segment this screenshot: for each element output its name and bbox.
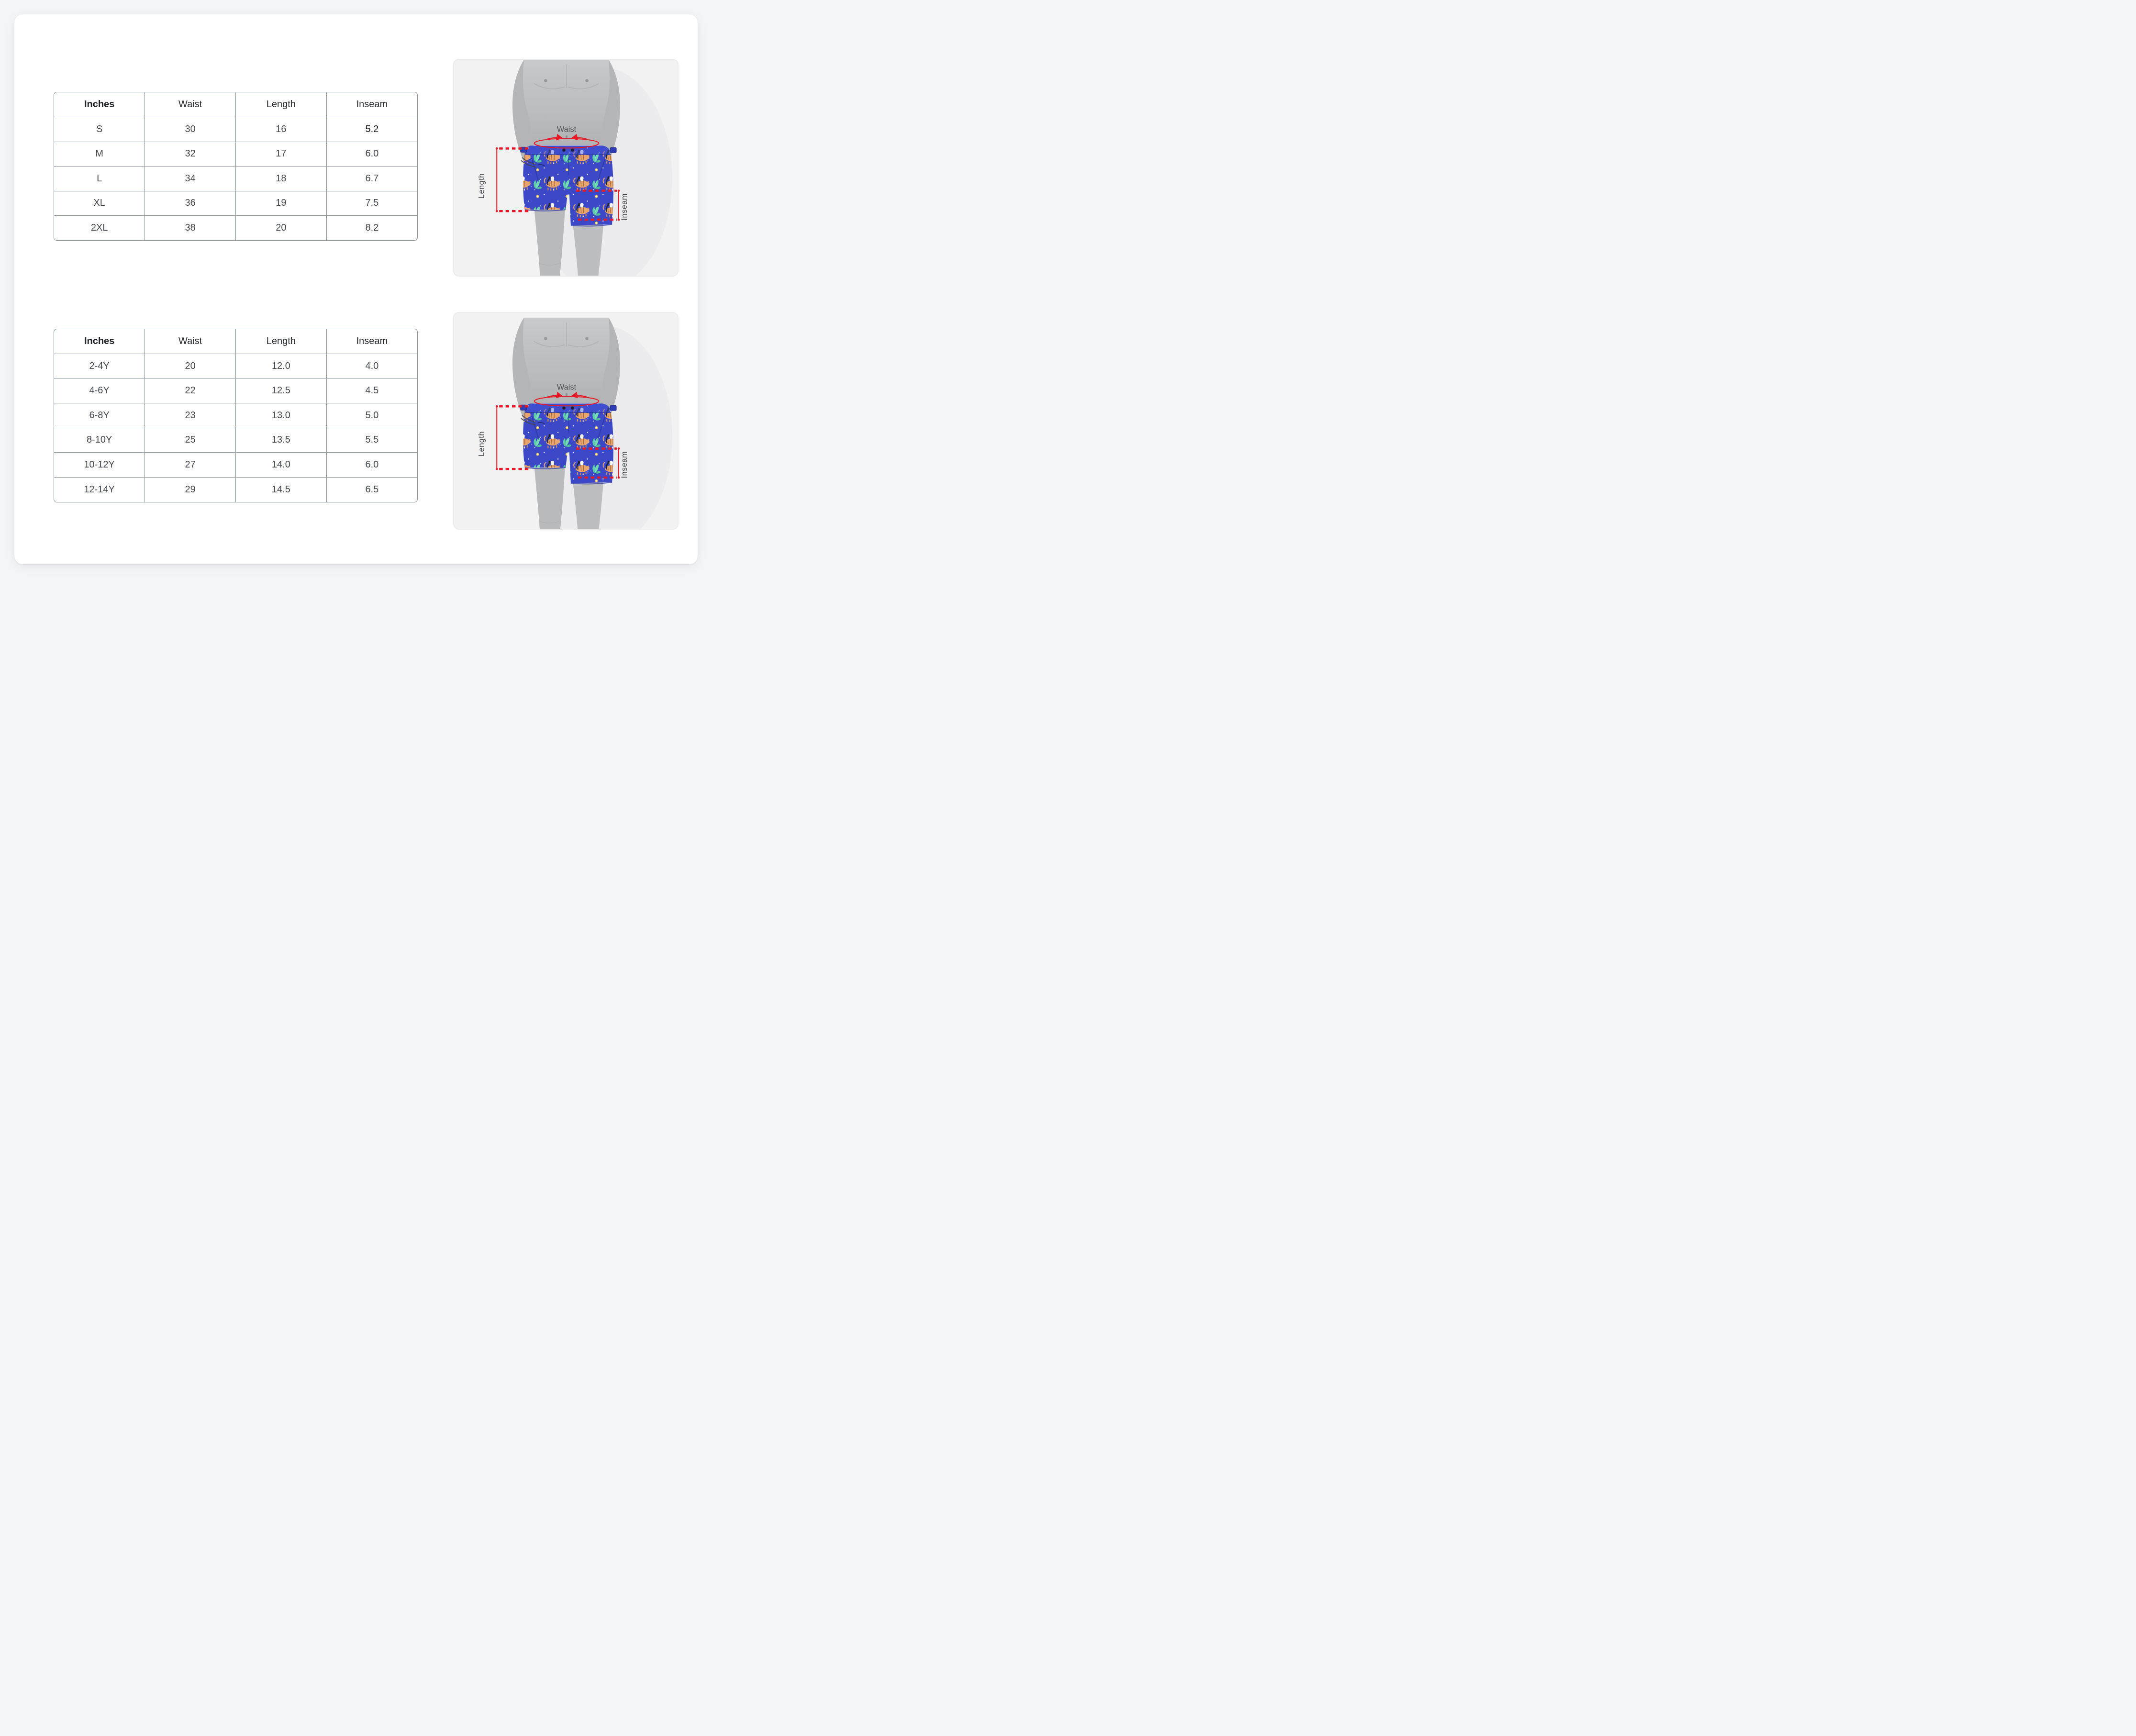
waist-label: Waist — [556, 125, 577, 134]
table-row — [54, 378, 417, 403]
length-label: Length — [477, 173, 486, 199]
cell-size: M — [54, 142, 145, 167]
table-row — [54, 477, 417, 502]
cell-size: 2-4Y — [54, 354, 145, 379]
cell-length: 20 — [236, 216, 327, 241]
cell-size: S — [54, 117, 145, 142]
adult-size-table — [54, 92, 418, 241]
kids-size-table — [54, 329, 418, 502]
cell-length: 13.0 — [236, 403, 327, 428]
cell-waist: 27 — [145, 453, 236, 478]
size-chart-page — [0, 0, 712, 579]
kids-measurement-guide-image — [453, 312, 679, 530]
col-header-inches: Inches — [84, 99, 115, 110]
table-row — [54, 403, 417, 428]
cell-inseam: 7.5 — [326, 191, 417, 216]
cell-size: 12-14Y — [54, 477, 145, 502]
cell-inseam: 4.0 — [326, 354, 417, 379]
cell-size: 6-8Y — [54, 403, 145, 428]
col-header-length: Length — [236, 92, 327, 117]
inseam-label: Inseam — [620, 193, 629, 221]
cell-size: 8-10Y — [54, 428, 145, 453]
cell-inseam: 6.0 — [326, 453, 417, 478]
table-row — [54, 354, 417, 379]
table-row — [54, 216, 417, 241]
col-header-inseam: Inseam — [326, 329, 417, 354]
cell-length: 14.5 — [236, 477, 327, 502]
table-row — [54, 453, 417, 478]
cell-length: 14.0 — [236, 453, 327, 478]
cell-length: 19 — [236, 191, 327, 216]
cell-length: 12.5 — [236, 378, 327, 403]
measurement-figure-illustration — [454, 60, 678, 276]
table-row — [54, 167, 417, 191]
measurement-figure-illustration — [454, 313, 678, 529]
cell-inseam: 8.2 — [326, 216, 417, 241]
length-label: Length — [477, 431, 486, 457]
cell-size: 2XL — [54, 216, 145, 241]
waist-label: Waist — [556, 383, 577, 392]
col-header-inseam: Inseam — [326, 92, 417, 117]
cell-inseam: 5.0 — [326, 403, 417, 428]
col-header-waist: Waist — [145, 329, 236, 354]
cell-length: 13.5 — [236, 428, 327, 453]
cell-waist: 38 — [145, 216, 236, 241]
table-header-row — [54, 92, 417, 117]
cell-length: 18 — [236, 167, 327, 191]
cell-inseam: 6.5 — [326, 477, 417, 502]
cell-size: 4-6Y — [54, 378, 145, 403]
content-card — [14, 14, 698, 564]
cell-waist: 29 — [145, 477, 236, 502]
table-header-row — [54, 329, 417, 354]
cell-waist: 36 — [145, 191, 236, 216]
cell-inseam: 6.0 — [326, 142, 417, 167]
cell-waist: 25 — [145, 428, 236, 453]
cell-inseam: 5.2 — [326, 117, 417, 142]
cell-waist: 20 — [145, 354, 236, 379]
cell-inseam: 4.5 — [326, 378, 417, 403]
cell-waist: 23 — [145, 403, 236, 428]
cell-length: 16 — [236, 117, 327, 142]
col-header-length: Length — [236, 329, 327, 354]
cell-waist: 34 — [145, 167, 236, 191]
adult-measurement-guide-image — [453, 59, 679, 277]
cell-length: 12.0 — [236, 354, 327, 379]
cell-waist: 22 — [145, 378, 236, 403]
cell-inseam: 5.5 — [326, 428, 417, 453]
cell-size: XL — [54, 191, 145, 216]
col-header-inches: Inches — [84, 336, 115, 346]
table-row — [54, 142, 417, 167]
cell-size: L — [54, 167, 145, 191]
table-row — [54, 191, 417, 216]
col-header-waist: Waist — [145, 92, 236, 117]
cell-waist: 30 — [145, 117, 236, 142]
inseam-label: Inseam — [620, 451, 629, 479]
table-row — [54, 117, 417, 142]
cell-waist: 32 — [145, 142, 236, 167]
cell-length: 17 — [236, 142, 327, 167]
table-row — [54, 428, 417, 453]
cell-inseam: 6.7 — [326, 167, 417, 191]
cell-size: 10-12Y — [54, 453, 145, 478]
